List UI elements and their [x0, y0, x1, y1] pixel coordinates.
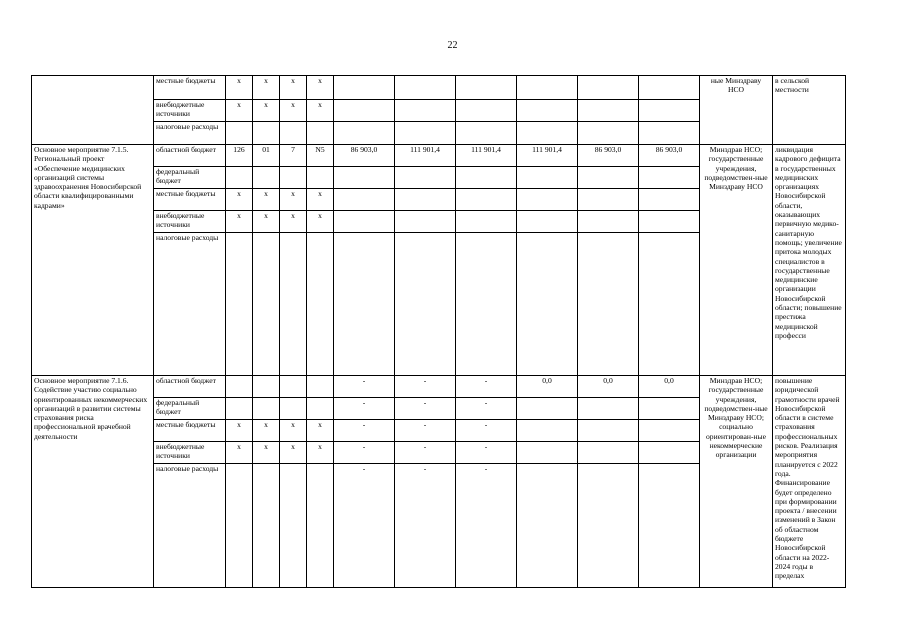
amount-cell: 111 901,4: [517, 145, 578, 167]
budget-code-cell: 126: [226, 145, 253, 167]
amount-cell: 86 903,0: [639, 145, 700, 167]
table-row: внебюджетные источники x x x x: [32, 100, 846, 122]
funding-source-cell: федеральный бюджет: [154, 398, 226, 420]
amount-cell: 0,0: [639, 376, 700, 398]
funding-source-cell: областной бюджет: [154, 376, 226, 398]
measure-name-cell: Основное мероприятие 7.1.5. Региональный проект «Обеспечение медицинских организаций системы здравоохранения Новосибирской области квалифицированными кадрами»: [32, 145, 154, 376]
funding-source-cell: федеральный бюджет: [154, 167, 226, 189]
executor-cell: Минздрав НСО; государственные учреждения, подведомствен-ные Минздраву НСО; социально ориентирован-ные некоммерческие организации: [700, 376, 773, 588]
funding-source-cell: налоговые расходы: [154, 464, 226, 588]
table-row: [32, 376, 846, 398]
funding-source-cell: местные бюджеты: [154, 420, 226, 442]
funding-source-cell: местные бюджеты: [154, 76, 226, 100]
budget-code-cell: N5: [307, 145, 334, 167]
funding-source-cell: внебюджетные источники: [154, 100, 226, 122]
table-row: федеральный бюджет - - -: [32, 398, 846, 420]
budget-code-cell: 7: [280, 145, 307, 167]
result-cell: ликвидация кадрового дефицита в государственных медицинских организациях Новосибирской области, оказывающих первичную медико-санитарную помощь; увеличение притока молодых специалистов в государственные медицинские организации Новосибирской области; повышение престижа медицинской професси: [773, 145, 846, 376]
program-measures-table: [31, 75, 846, 588]
funding-source-cell: внебюджетные источники: [154, 211, 226, 233]
amount-cell: -: [456, 376, 517, 398]
measure-name-cell: Основное мероприятие 7.1.6. Содействие участию социально ориентированных некоммерческих организаций в развитии системы страхования риска профессиональной врачебной деятельности: [32, 376, 154, 588]
amount-cell: 111 901,4: [456, 145, 517, 167]
table-row: местные бюджеты x x x x - - -: [32, 420, 846, 442]
funding-source-cell: налоговые расходы: [154, 122, 226, 145]
table-row: внебюджетные источники x x x x: [32, 211, 846, 233]
table-row: внебюджетные источники x x x x - - -: [32, 442, 846, 464]
table-row: налоговые расходы - - -: [32, 464, 846, 588]
funding-source-cell: областной бюджет: [154, 145, 226, 167]
amount-cell: 111 901,4: [395, 145, 456, 167]
amount-cell: 0,0: [517, 376, 578, 398]
amount-cell: -: [395, 376, 456, 398]
executor-cell: ные Минздраву НСО: [700, 76, 773, 145]
table-row: местные бюджеты x x x x ные Минздраву НСО в сельской местности: [32, 76, 846, 100]
executor-cell: Минздрав НСО; государственные учреждения, подведомствен-ные Минздраву НСО: [700, 145, 773, 376]
amount-cell: 86 903,0: [578, 145, 639, 167]
amount-cell: 86 903,0: [334, 145, 395, 167]
funding-source-cell: внебюджетные источники: [154, 442, 226, 464]
amount-cell: -: [334, 376, 395, 398]
page-number: 22: [447, 40, 458, 51]
result-cell: в сельской местности: [773, 76, 846, 145]
budget-code-cell: 01: [253, 145, 280, 167]
table-row: местные бюджеты x x x x: [32, 189, 846, 211]
table-row: [32, 145, 846, 167]
funding-source-cell: местные бюджеты: [154, 189, 226, 211]
funding-source-cell: налоговые расходы: [154, 233, 226, 376]
result-cell: повышение юридической грамотности врачей Новосибирской области в системе страхования профессиональных рисков. Реализация мероприятия планируется с 2022 года. Финансирование будет определено при формировании проекта / внесении изменений в Закон об областном бюджете Новосибирской области на 2022-2024 годы в пределах: [773, 376, 846, 588]
measure-name-cell: [32, 76, 154, 145]
amount-cell: 0,0: [578, 376, 639, 398]
